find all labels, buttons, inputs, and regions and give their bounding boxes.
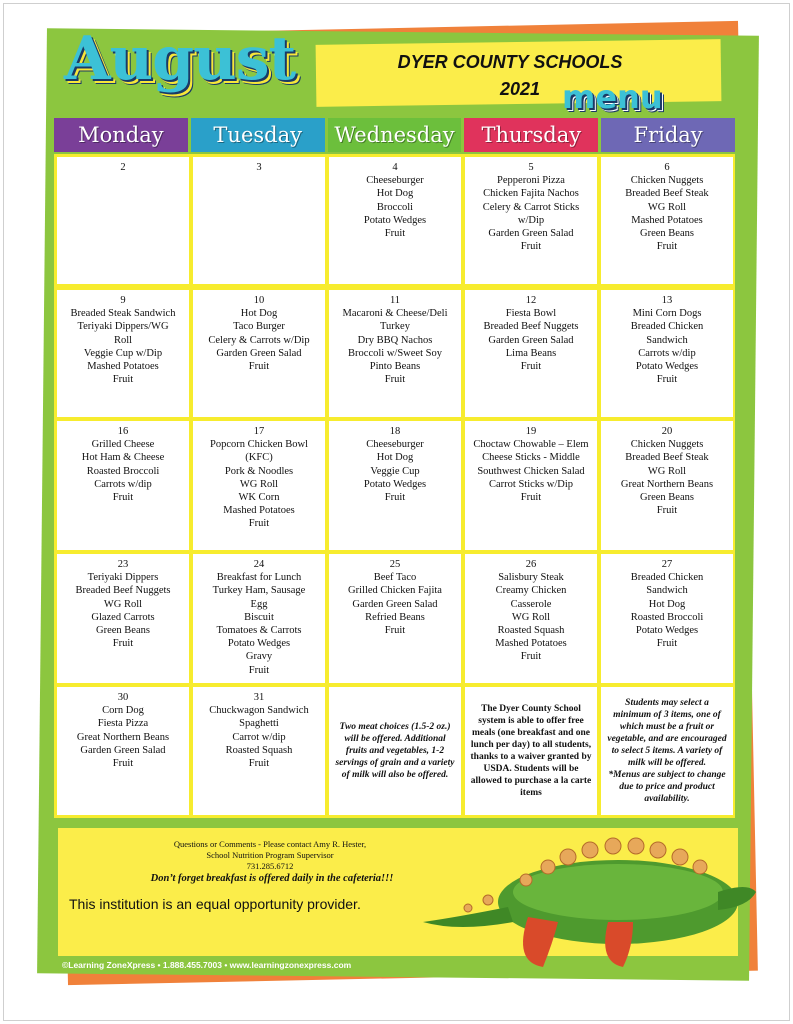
menu-item: Mini Corn Dogs <box>632 308 702 320</box>
menu-item: Roasted Squash <box>497 625 565 637</box>
menu-item: Refried Beans <box>365 611 425 623</box>
menu-item: Turkey Ham, Sausage <box>212 585 306 597</box>
date-number: 20 <box>661 426 673 437</box>
menu-item: Garden Green Salad <box>216 347 302 359</box>
menu-item: Broccoli <box>376 201 414 213</box>
menu-item: Fruit <box>112 638 134 650</box>
day-cell-thursday <box>465 157 597 284</box>
menu-item: Hot Ham & Cheese <box>81 452 165 464</box>
menu-item: Breakfast for Lunch <box>216 572 302 584</box>
menu-item: Hot Dog <box>648 598 686 610</box>
day-cell-monday <box>57 687 189 815</box>
menu-item: Breaded Steak Sandwich <box>70 308 176 320</box>
menu-item: Breaded Beef Steak <box>625 452 709 464</box>
menu-item: Macaroni & Cheese/Deli <box>342 308 448 320</box>
menu-item: Fruit <box>112 492 134 504</box>
menu-item: Pinto Beans <box>369 361 421 373</box>
menu-item: Green Beans <box>640 228 694 240</box>
menu-item: Pepperoni Pizza <box>497 175 565 187</box>
day-header-wednesday: Wednesday <box>328 118 462 152</box>
menu-item: Fruit <box>520 241 542 253</box>
menu-item: Breaded Beef Nuggets <box>75 585 171 597</box>
menu-item: Taco Burger <box>233 321 285 333</box>
menu-item: Green Beans <box>640 492 694 504</box>
menu-item: Fruit <box>656 241 678 253</box>
date-number: 3 <box>256 162 262 173</box>
menu-item: Casserole <box>510 598 552 610</box>
menu-item: Potato Wedges <box>363 214 427 226</box>
date-number: 9 <box>120 295 126 306</box>
date-number: 27 <box>661 559 673 570</box>
menu-item: Fruit <box>656 374 678 386</box>
note-free-meals <box>465 687 597 815</box>
day-header-friday: Friday <box>601 118 735 152</box>
menu-item: Carrots w/dip <box>94 478 152 490</box>
menu-item: Roll <box>113 334 133 346</box>
day-cell-wednesday <box>329 554 461 683</box>
menu-item: Fruit <box>520 492 542 504</box>
date-number: 25 <box>389 559 401 570</box>
menu-item: Hot Dog <box>376 452 414 464</box>
menu-item: Spaghetti <box>239 718 279 730</box>
menu-item: Hot Dog <box>240 308 278 320</box>
date-number: 30 <box>117 692 129 703</box>
contact-phone: 731.285.6712 <box>246 861 294 871</box>
menu-item: Cheeseburger <box>366 175 424 187</box>
day-cell-tuesday <box>193 290 325 417</box>
month-title: August <box>64 24 296 94</box>
menu-item: Garden Green Salad <box>488 334 574 346</box>
menu-item: Corn Dog <box>102 705 144 717</box>
equal-opportunity-statement: This institution is an equal opportunity provider. <box>69 896 361 912</box>
menu-calendar <box>54 154 735 818</box>
menu-item: (KFC) <box>245 452 273 464</box>
breakfast-reminder: Don’t forget breakfast is offered daily in the cafeteria!!! <box>150 873 394 884</box>
menu-item: Dry BBQ Nachos <box>357 334 433 346</box>
day-header-tuesday: Tuesday <box>191 118 325 152</box>
menu-item: Fruit <box>384 492 406 504</box>
menu-item: Carrots w/dip <box>638 347 696 359</box>
menu-item: w/Dip <box>517 214 545 226</box>
menu-item: Garden Green Salad <box>80 744 166 756</box>
menu-item: Cheese Sticks - Middle <box>482 452 580 464</box>
day-header-monday: Monday <box>54 118 188 152</box>
day-cell-monday <box>57 157 189 284</box>
menu-item: Great Northern Beans <box>76 731 170 743</box>
day-cell-friday <box>601 290 733 417</box>
menu-item: Chicken Fajita Nachos <box>483 188 579 200</box>
date-number: 13 <box>661 295 673 306</box>
menu-item: Breaded Beef Nuggets <box>483 321 579 333</box>
menu-item: Turkey <box>380 321 410 333</box>
menu-item: Lima Beans <box>505 347 557 359</box>
weekday-header <box>54 118 735 152</box>
date-number: 26 <box>525 559 537 570</box>
day-cell-tuesday <box>193 687 325 815</box>
menu-item: Great Northern Beans <box>620 478 714 490</box>
menu-item: Potato Wedges <box>363 478 427 490</box>
menu-item: Fruit <box>112 374 134 386</box>
menu-item: Mashed Potatoes <box>495 638 567 650</box>
menu-item: Fruit <box>520 361 542 373</box>
menu-item: WK Corn <box>238 492 280 504</box>
menu-item: Fruit <box>384 625 406 637</box>
menu-item: Egg <box>250 598 268 610</box>
day-cell-monday <box>57 554 189 683</box>
day-cell-monday <box>57 421 189 550</box>
date-number: 18 <box>389 426 401 437</box>
menu-item: Mashed Potatoes <box>87 361 159 373</box>
day-cell-wednesday <box>329 157 461 284</box>
menu-item: Veggie Cup <box>370 465 420 477</box>
menu-item: Grilled Cheese <box>91 439 155 451</box>
menu-item: Chicken Nuggets <box>630 175 704 187</box>
menu-item: WG Roll <box>103 598 143 610</box>
note-item-selection-text: *Menus are subject to change due to price and product availability. <box>608 770 726 804</box>
menu-item: Fruit <box>248 518 270 530</box>
day-cell-wednesday <box>329 290 461 417</box>
day-cell-friday <box>601 421 733 550</box>
date-number: 17 <box>253 426 265 437</box>
date-number: 19 <box>525 426 537 437</box>
menu-item: Teriyaki Dippers <box>87 572 159 584</box>
day-cell-thursday <box>465 421 597 550</box>
day-header-thursday: Thursday <box>464 118 598 152</box>
menu-item: WG Roll <box>511 611 551 623</box>
menu-item: Fruit <box>656 505 678 517</box>
day-cell-thursday <box>465 290 597 417</box>
menu-item: Carrot Sticks w/Dip <box>489 478 573 490</box>
day-cell-monday <box>57 290 189 417</box>
menu-item: Potato Wedges <box>227 638 291 650</box>
menu-item: Popcorn Chicken Bowl <box>210 439 308 451</box>
date-number: 5 <box>528 162 534 173</box>
date-number: 16 <box>117 426 129 437</box>
date-number: 10 <box>253 295 265 306</box>
menu-item: Sandwich <box>646 334 688 346</box>
contact-info <box>120 839 420 872</box>
day-cell-tuesday <box>193 157 325 284</box>
menu-item: Fruit <box>384 374 406 386</box>
day-cell-friday <box>601 157 733 284</box>
contact-line-2: School Nutrition Program Supervisor <box>206 850 334 860</box>
school-year: 2021 <box>499 79 541 99</box>
pepper-dinosaur-illustration <box>418 822 758 972</box>
menu-item: Pork & Noodles <box>224 465 294 477</box>
menu-item: Mashed Potatoes <box>631 214 703 226</box>
menu-item: Southwest Chicken Salad <box>477 465 585 477</box>
note-free-meals-text: The Dyer County School system is able to offer free meals (one breakfast and one lunch per day) to all students, thanks to a waiver granted by USDA. Students will be allowed to purchase a la carte items <box>470 704 592 798</box>
date-number: 31 <box>253 692 265 703</box>
menu-item: Cheeseburger <box>366 439 424 451</box>
date-number: 24 <box>253 559 265 570</box>
menu-item: Sandwich <box>646 585 688 597</box>
menu-item: Tomatoes & Carrots <box>216 625 302 637</box>
menu-item: Chuckwagon Sandwich <box>209 705 309 717</box>
menu-item: Celery & Carrots w/Dip <box>208 334 310 346</box>
menu-item: Creamy Chicken <box>495 585 567 597</box>
menu-item: WG Roll <box>239 478 279 490</box>
menu-item: Teriyaki Dippers/WG <box>77 321 169 333</box>
note-item-selection-text: Students may select a minimum of 3 items, one of which must be a fruit or vegetable, and are encouraged to select 5 items. A variety of milk will be offered. <box>607 698 727 768</box>
menu-item: Broccoli w/Sweet Soy <box>348 347 442 359</box>
menu-item: Fruit <box>384 228 406 240</box>
menu-item: Fruit <box>656 638 678 650</box>
menu-item: Potato Wedges <box>635 625 699 637</box>
menu-item: Fruit <box>248 758 270 770</box>
menu-item: Potato Wedges <box>635 361 699 373</box>
menu-item: Beef Taco <box>373 572 417 584</box>
menu-item: Mashed Potatoes <box>223 505 295 517</box>
date-number: 2 <box>120 162 126 173</box>
menu-item: Veggie Cup w/Dip <box>83 347 163 359</box>
note-meat-choices-text: Two meat choices (1.5-2 oz.) will be offered. Additional fruits and vegetables, 1-2 servings of grain and a variety of milk will also be offered. <box>335 722 455 780</box>
menu-item: Biscuit <box>244 611 274 623</box>
contact-line-1: Questions or Comments - Please contact Amy R. Hester, <box>173 839 367 849</box>
note-item-selection <box>601 687 733 815</box>
day-cell-friday <box>601 554 733 683</box>
menu-item: Glazed Carrots <box>91 611 155 623</box>
menu-item: Fruit <box>520 651 542 663</box>
menu-title: menu <box>562 78 663 116</box>
date-number: 6 <box>664 162 670 173</box>
day-cell-thursday <box>465 554 597 683</box>
note-meat-choices <box>329 687 461 815</box>
menu-item: Breaded Beef Steak <box>625 188 709 200</box>
menu-item: WG Roll <box>647 201 687 213</box>
menu-item: Breaded Chicken <box>630 321 704 333</box>
date-number: 12 <box>525 295 537 306</box>
day-cell-wednesday <box>329 421 461 550</box>
menu-item: Chicken Nuggets <box>630 439 704 451</box>
menu-item: Choctaw Chowable – Elem <box>473 439 589 451</box>
menu-item: Hot Dog <box>376 188 414 200</box>
menu-item: Celery & Carrot Sticks <box>482 201 580 213</box>
copyright-footer: ©Learning ZoneXpress • 1.888.455.7003 • www.learningzonexpress.com <box>62 960 352 970</box>
menu-item: Green Beans <box>96 625 150 637</box>
menu-item: Garden Green Salad <box>488 228 574 240</box>
date-number: 4 <box>392 162 398 173</box>
menu-item: Salisbury Steak <box>498 572 564 584</box>
menu-item: Fiesta Pizza <box>97 718 149 730</box>
menu-item: Fruit <box>248 664 270 676</box>
menu-item: Fruit <box>248 361 270 373</box>
menu-item: Garden Green Salad <box>352 598 438 610</box>
date-number: 11 <box>389 295 401 306</box>
menu-item: Breaded Chicken <box>630 572 704 584</box>
menu-item: Fiesta Bowl <box>505 308 557 320</box>
menu-item: Gravy <box>245 651 273 663</box>
day-cell-tuesday <box>193 554 325 683</box>
school-name: DYER COUNTY SCHOOLS <box>397 52 623 72</box>
menu-item: Carrot w/dip <box>232 731 286 743</box>
date-number: 23 <box>117 559 129 570</box>
menu-item: Roasted Broccoli <box>630 611 704 623</box>
day-cell-tuesday <box>193 421 325 550</box>
menu-item: Fruit <box>112 758 134 770</box>
menu-item: Roasted Squash <box>225 744 293 756</box>
menu-item: WG Roll <box>647 465 687 477</box>
menu-item: Roasted Broccoli <box>86 465 160 477</box>
menu-item: Grilled Chicken Fajita <box>348 585 442 597</box>
